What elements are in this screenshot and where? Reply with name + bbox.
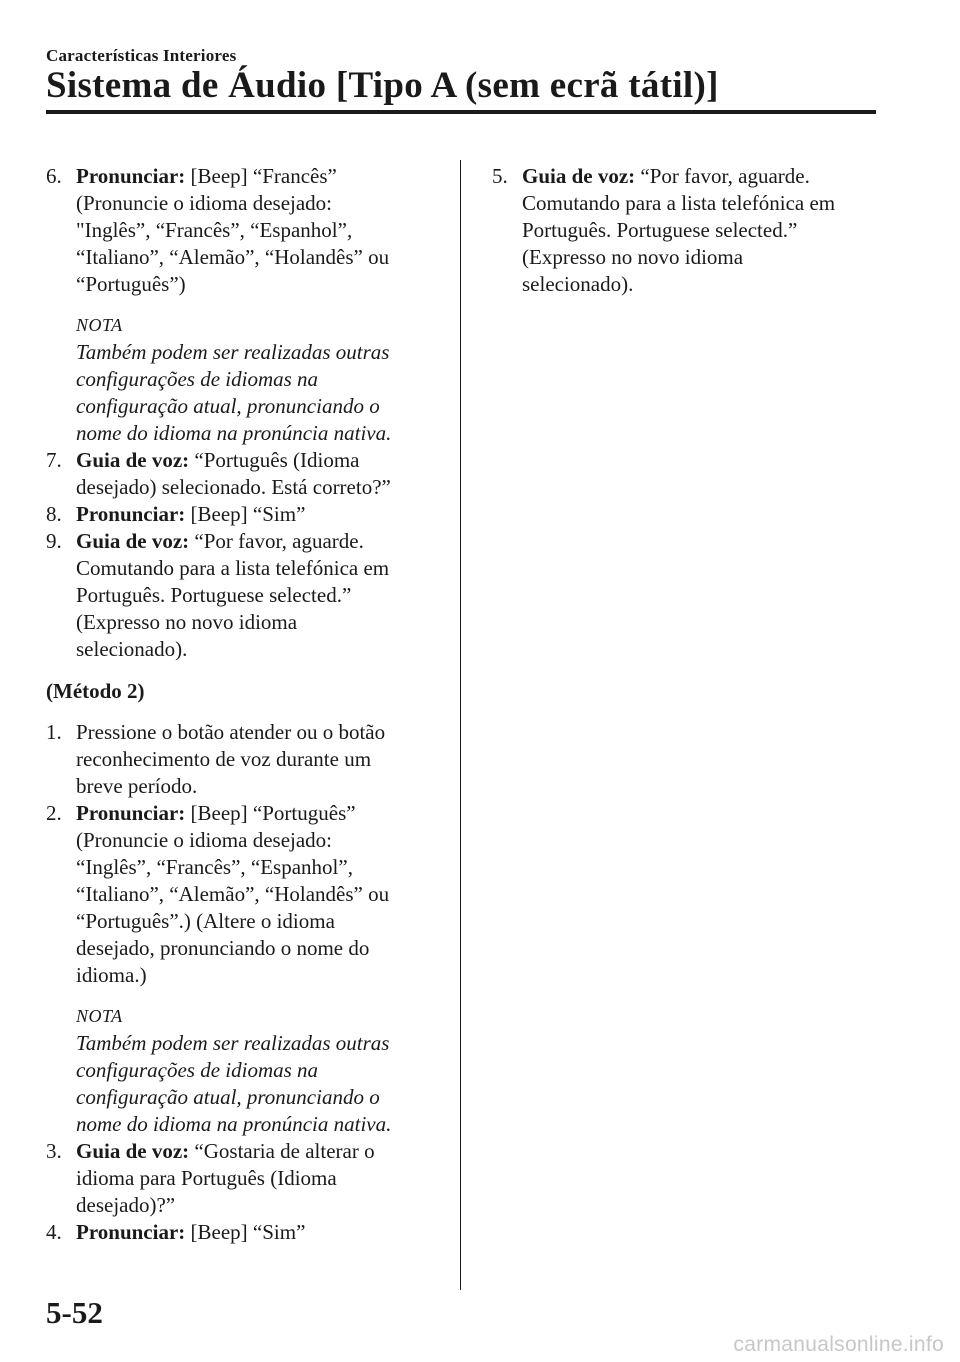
step-line: “Português”)	[76, 272, 186, 296]
step-line: Guia de voz: “Gostaria de alterar o	[76, 1139, 375, 1163]
step-number: 6.	[46, 164, 62, 188]
step-label: Guia de voz:	[76, 448, 190, 472]
step-line: Guia de voz: “Português (Idioma	[76, 448, 360, 472]
nota-line: nome do idioma na pronúncia nativa.	[76, 1112, 392, 1136]
section-label: Características Interiores	[46, 46, 237, 65]
step-line: Comutando para a lista telefónica em	[522, 191, 836, 215]
step-line: Pronunciar: [Beep] “Português”	[76, 801, 356, 825]
step-label: Guia de voz:	[76, 529, 190, 553]
nota-line: configurações de idiomas na	[76, 367, 319, 391]
nota-1	[46, 312, 436, 447]
nota-line: Também podem ser realizadas outras	[76, 1031, 390, 1055]
nota-heading: NOTA	[76, 315, 123, 335]
step-line: idioma.)	[76, 963, 147, 987]
page-title: Sistema de Áudio [Tipo A (sem ecrã tátil)]	[46, 65, 719, 106]
step-number: 5.	[492, 164, 508, 188]
step-number: 8.	[46, 502, 62, 526]
step-number: 9.	[46, 529, 62, 553]
left-column	[46, 163, 436, 1246]
step-line: desejado, pronunciando o nome do	[76, 936, 370, 960]
step-line: (Expresso no novo idioma	[522, 245, 744, 269]
step-line: selecionado).	[522, 272, 634, 296]
nota-line: nome do idioma na pronúncia nativa.	[76, 421, 392, 445]
m2-step-1	[46, 719, 436, 800]
step-line: reconhecimento de voz durante um	[76, 747, 372, 771]
column-divider	[460, 160, 461, 1290]
step-line: selecionado).	[76, 637, 188, 661]
step-6	[46, 163, 436, 298]
page-number: 5-52	[46, 1295, 103, 1330]
step-line: (Pronuncie o idioma desejado:	[76, 828, 333, 852]
nota-line: configuração atual, pronunciando o	[76, 394, 380, 418]
step-label: Pronunciar:	[76, 801, 186, 825]
right-column	[492, 163, 872, 298]
step-5	[492, 163, 872, 298]
step-line: Guia de voz: “Por favor, aguarde.	[76, 529, 364, 553]
step-line: “Italiano”, “Alemão”, “Holandês” ou	[76, 245, 390, 269]
step-number: 1.	[46, 720, 62, 744]
step-label: Pronunciar:	[76, 502, 186, 526]
m2-step-2	[46, 800, 436, 989]
step-line: Português. Portuguese selected.”	[76, 583, 352, 607]
step-line: Comutando para a lista telefónica em	[76, 556, 390, 580]
step-label: Pronunciar:	[76, 1220, 186, 1244]
step-line: desejado)?”	[76, 1193, 176, 1217]
nota-line: configurações de idiomas na	[76, 1058, 319, 1082]
step-line: Pronunciar: [Beep] “Sim”	[76, 502, 306, 526]
nota-2	[46, 1003, 436, 1138]
step-number: 4.	[46, 1220, 62, 1244]
nota-line: Também podem ser realizadas outras	[76, 340, 390, 364]
m2-step-3	[46, 1138, 436, 1219]
step-line: breve período.	[76, 774, 198, 798]
step-line: (Pronuncie o idioma desejado:	[76, 191, 333, 215]
step-label: Pronunciar:	[76, 164, 186, 188]
step-9	[46, 528, 436, 663]
step-line: "Inglês”, “Francês”, “Espanhol”,	[76, 218, 353, 242]
step-line: idioma para Português (Idioma	[76, 1166, 337, 1190]
step-line: desejado) selecionado. Está correto?”	[76, 475, 391, 499]
step-line: Guia de voz: “Por favor, aguarde.	[522, 164, 810, 188]
step-number: 2.	[46, 801, 62, 825]
step-line: “Italiano”, “Alemão”, “Holandês” ou	[76, 882, 390, 906]
step-7	[46, 447, 436, 501]
step-line: Pronunciar: [Beep] “Sim”	[76, 1220, 306, 1244]
step-number: 7.	[46, 448, 62, 472]
step-line: Pressione o botão atender ou o botão	[76, 720, 386, 744]
nota-line: configuração atual, pronunciando o	[76, 1085, 380, 1109]
step-line: “Inglês”, “Francês”, “Espanhol”,	[76, 855, 353, 879]
nota-heading: NOTA	[76, 1006, 123, 1026]
step-8	[46, 501, 436, 528]
step-label: Guia de voz:	[76, 1139, 190, 1163]
step-number: 3.	[46, 1139, 62, 1163]
title-rule	[46, 110, 876, 114]
step-line: Português. Portuguese selected.”	[522, 218, 798, 242]
step-line: (Expresso no novo idioma	[76, 610, 298, 634]
watermark: carmanualsonline.info	[733, 1333, 944, 1356]
step-label: Guia de voz:	[522, 164, 636, 188]
step-line: “Português”.) (Altere o idioma	[76, 909, 335, 933]
step-line: Pronunciar: [Beep] “Francês”	[76, 164, 337, 188]
m2-step-4	[46, 1219, 436, 1246]
method-2-heading: (Método 2)	[46, 679, 145, 703]
